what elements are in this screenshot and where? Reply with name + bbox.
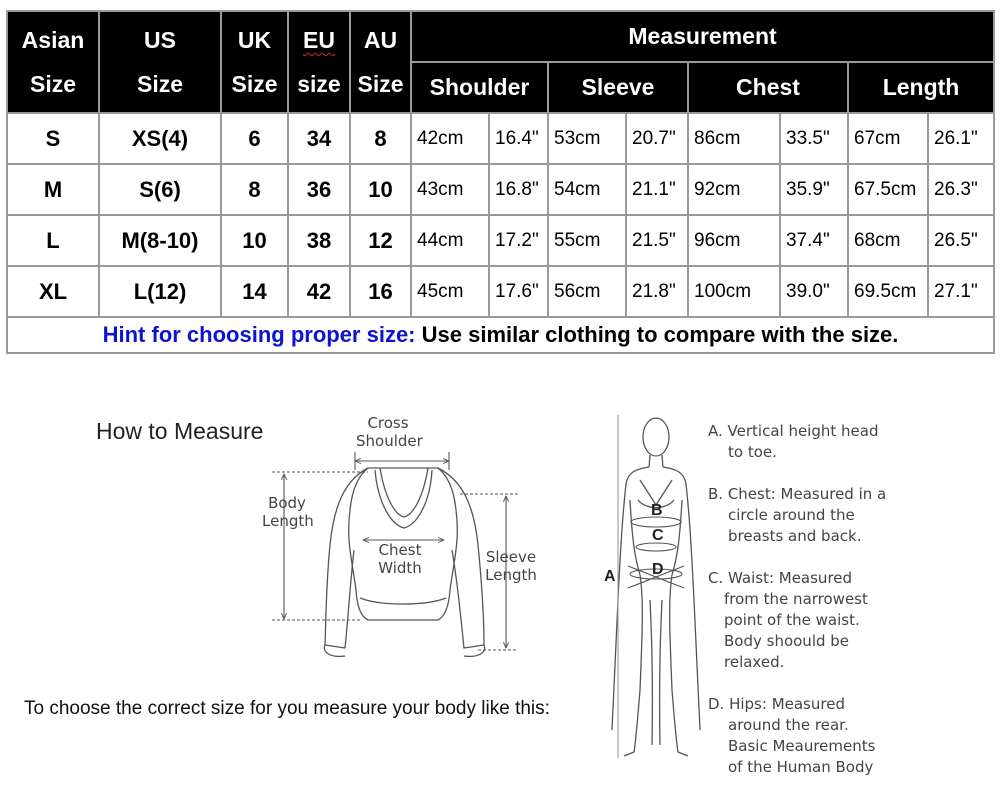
cell-sleeve-cm: 53cm xyxy=(548,113,626,164)
cell-eu-size: 36 xyxy=(288,164,350,215)
note-a: A. Vertical height head to toe. xyxy=(708,422,879,461)
letter-b: B xyxy=(651,502,663,519)
cell-uk-size: 14 xyxy=(221,266,288,317)
cell-eu-size: 42 xyxy=(288,266,350,317)
header-us-size: US Size xyxy=(99,11,221,113)
cell-length-in: 26.1" xyxy=(928,113,994,164)
chest-width-label: Chest Width xyxy=(378,541,422,577)
cell-eu-size: 38 xyxy=(288,215,350,266)
cell-shoulder-cm: 45cm xyxy=(411,266,489,317)
cell-sleeve-cm: 55cm xyxy=(548,215,626,266)
cell-sleeve-in: 21.5" xyxy=(626,215,688,266)
cell-eu-size: 34 xyxy=(288,113,350,164)
letter-a: A xyxy=(604,568,616,585)
letter-c: C xyxy=(652,527,664,544)
header-au-size: AU Size xyxy=(350,11,411,113)
letter-d: D xyxy=(652,561,664,578)
cross-shoulder-label: Cross Shoulder xyxy=(356,414,423,450)
cell-us-size: XS(4) xyxy=(99,113,221,164)
cell-chest-in: 33.5" xyxy=(780,113,848,164)
header-uk-size: UK Size xyxy=(221,11,288,113)
cell-asian-size: M xyxy=(7,164,99,215)
header-shoulder: Shoulder xyxy=(411,62,548,113)
body-figure-drawing xyxy=(612,418,700,756)
cell-chest-cm: 100cm xyxy=(688,266,780,317)
cell-us-size: M(8-10) xyxy=(99,215,221,266)
cell-sleeve-in: 20.7" xyxy=(626,113,688,164)
note-b: B. Chest: Measured in a circle around the breasts and back. xyxy=(708,485,887,545)
cell-sleeve-cm: 54cm xyxy=(548,164,626,215)
cell-shoulder-cm: 42cm xyxy=(411,113,489,164)
cell-shoulder-cm: 43cm xyxy=(411,164,489,215)
cell-chest-in: 37.4" xyxy=(780,215,848,266)
cell-au-size: 16 xyxy=(350,266,411,317)
cell-sleeve-cm: 56cm xyxy=(548,266,626,317)
cell-uk-size: 6 xyxy=(221,113,288,164)
cell-us-size: L(12) xyxy=(99,266,221,317)
cell-chest-in: 35.9" xyxy=(780,164,848,215)
cell-length-cm: 67.5cm xyxy=(848,164,928,215)
body-measure-lines xyxy=(618,415,684,758)
cell-shoulder-in: 17.6" xyxy=(489,266,548,317)
body-length-label: Body Length xyxy=(262,494,314,530)
cell-chest-cm: 86cm xyxy=(688,113,780,164)
cell-au-size: 12 xyxy=(350,215,411,266)
cell-uk-size: 8 xyxy=(221,164,288,215)
cell-chest-in: 39.0" xyxy=(780,266,848,317)
cell-shoulder-cm: 44cm xyxy=(411,215,489,266)
cell-sleeve-in: 21.8" xyxy=(626,266,688,317)
instruction-text: To choose the correct size for you measure your body like this: xyxy=(24,698,550,719)
cell-shoulder-in: 16.8" xyxy=(489,164,548,215)
header-asian-size: Asian Size xyxy=(7,11,99,113)
cell-chest-cm: 96cm xyxy=(688,215,780,266)
header-length: Length xyxy=(848,62,994,113)
header-sleeve: Sleeve xyxy=(548,62,688,113)
hint-label: Hint for choosing proper size: xyxy=(102,322,416,347)
cell-asian-size: L xyxy=(7,215,99,266)
cell-sleeve-in: 21.1" xyxy=(626,164,688,215)
hint-text: Use similar clothing to compare with the size. xyxy=(415,322,899,347)
cell-length-cm: 68cm xyxy=(848,215,928,266)
cell-au-size: 10 xyxy=(350,164,411,215)
cell-length-in: 27.1" xyxy=(928,266,994,317)
header-eu-size: EU size xyxy=(288,11,350,113)
header-chest: Chest xyxy=(688,62,848,113)
cell-length-in: 26.3" xyxy=(928,164,994,215)
cell-length-cm: 69.5cm xyxy=(848,266,928,317)
cell-us-size: S(6) xyxy=(99,164,221,215)
header-measurement: Measurement xyxy=(411,11,994,62)
cell-asian-size: XL xyxy=(7,266,99,317)
cell-length-in: 26.5" xyxy=(928,215,994,266)
cell-uk-size: 10 xyxy=(221,215,288,266)
cell-au-size: 8 xyxy=(350,113,411,164)
note-c: C. Waist: Measured from the narrowest point of the waist. Body shoould be relaxed. xyxy=(708,569,868,671)
cell-length-cm: 67cm xyxy=(848,113,928,164)
sleeve-length-label: Sleeve Length xyxy=(485,548,537,584)
how-to-measure-title: How to Measure xyxy=(96,418,264,444)
cell-shoulder-in: 17.2" xyxy=(489,215,548,266)
note-d: D. Hips: Measured around the rear. Basic Meaurements of the Human Body xyxy=(708,695,876,776)
cell-shoulder-in: 16.4" xyxy=(489,113,548,164)
cell-asian-size: S xyxy=(7,113,99,164)
cell-chest-cm: 92cm xyxy=(688,164,780,215)
